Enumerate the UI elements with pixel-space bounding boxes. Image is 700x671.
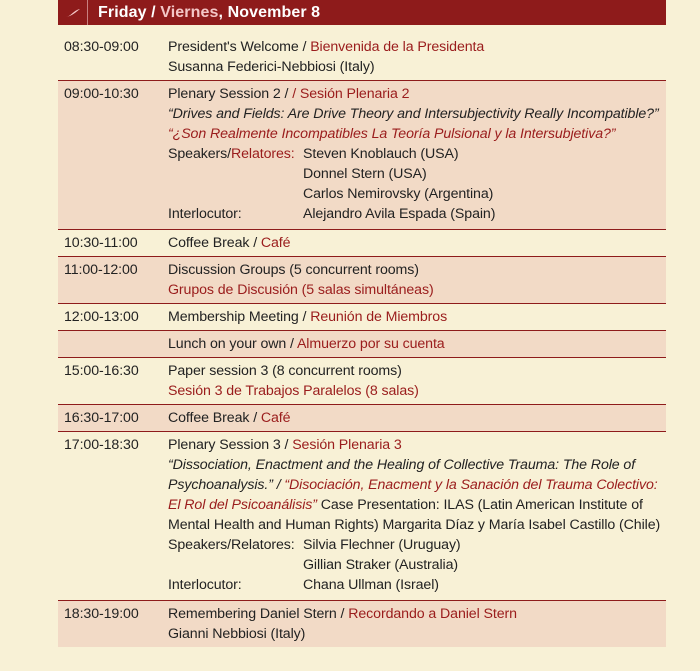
quote-es: “Disociación, Enacment y la Sanación del Trauma Colectivo: — [284, 477, 658, 493]
title-es: Grupos de Discusión (5 salas simultáneas) — [168, 282, 434, 298]
day-es: Viernes — [160, 3, 219, 21]
title-en: Coffee Break / — [168, 410, 261, 426]
day-date: , November 8 — [218, 3, 321, 21]
schedule-row-paper-session — [58, 358, 666, 405]
speaker: Silvia Flechner (Uruguay) — [303, 537, 461, 553]
schedule-row-discussion — [58, 257, 666, 304]
title-en: President's Welcome — [168, 39, 299, 55]
quote-es-end: El Rol del Psicoanálisis” — [168, 497, 317, 513]
day-sep: / — [146, 3, 161, 21]
title-es: Reunión de Miembros — [310, 309, 448, 325]
row-time — [58, 331, 168, 357]
speaker: Gillian Straker (Australia) — [303, 557, 458, 573]
case-presentation-cont: Mental Health and Human Rights) Margarita Díaz y María Isabel Castillo (Chile) — [168, 517, 661, 533]
schedule-row-plenary-2 — [58, 81, 666, 230]
interlocutor-name: Alejandro Avila Espada (Spain) — [303, 206, 496, 222]
title-en: Membership Meeting / — [168, 309, 311, 325]
row-time: 16:30-17:00 — [64, 410, 139, 426]
schedule-page — [58, 0, 666, 647]
schedule-row-plenary-3 — [58, 432, 666, 601]
interlocutor — [168, 575, 662, 595]
title-es: Sesión Plenaria 3 — [292, 437, 402, 453]
row-time: 18:30-19:00 — [64, 606, 139, 622]
row-time: 09:00-10:30 — [64, 86, 139, 102]
row-content — [168, 358, 666, 404]
title-es: Recordando a Daniel Stern — [348, 606, 517, 622]
row-time: 17:00-18:30 — [64, 437, 139, 453]
row-time: 12:00-13:00 — [64, 309, 139, 325]
title-en: Remembering Daniel Stern / — [168, 606, 349, 622]
schedule-row-membership — [58, 304, 666, 331]
title-en: Coffee Break / — [168, 235, 261, 251]
row-content — [168, 81, 666, 227]
row-time: 10:30-11:00 — [64, 235, 138, 251]
presenter: Gianni Nebbiosi (Italy) — [168, 626, 306, 642]
quote-en: “Drives and Fields: Are Drive Theory and Intersubjectivity Really Incompatible?” — [168, 106, 659, 122]
speakers-label-es: Relatores: — [230, 146, 295, 162]
title-en: Plenary Session 3 / — [168, 437, 293, 453]
row-content — [168, 405, 666, 431]
row-time: 15:00-16:30 — [64, 363, 139, 379]
quote-en-end: Psychoanalysis.” / — [168, 477, 285, 493]
title-es: Café — [260, 235, 291, 251]
row-content — [168, 432, 666, 598]
row-content — [168, 331, 666, 357]
schedule-row-remembering — [58, 601, 666, 647]
schedule-row-lunch — [58, 331, 666, 358]
title-es: Sesión 3 de Trabajos Paralelos (8 salas) — [168, 383, 419, 399]
speakers-label-en: Speakers/ — [168, 146, 231, 162]
title-es: / Sesión Plenaria 2 — [292, 86, 410, 102]
speakers-label: Speakers/Relatores: — [168, 537, 295, 553]
row-content — [168, 230, 666, 256]
interlocutor-label: Interlocutor: — [168, 206, 242, 222]
title-en: Paper session 3 (8 concurrent rooms) — [168, 363, 402, 379]
schedule-row-coffee-2 — [58, 405, 666, 432]
interlocutor-name: Chana Ullman (Israel) — [303, 577, 439, 593]
title-es: Almuerzo por su cuenta — [296, 336, 445, 352]
row-content — [168, 257, 666, 303]
title-es: Café — [260, 410, 291, 426]
row-content: President's Welcome / Bienvenida de la Presidenta Susanna Federici-Nebbiosi (Italy) — [168, 34, 666, 80]
schedule-row-coffee-1 — [58, 230, 666, 257]
quote-en: “Dissociation, Enactment and the Healing of Collective Trauma: The Role of — [168, 457, 636, 473]
day-header — [58, 0, 666, 25]
interlocutor-label: Interlocutor: — [168, 577, 242, 593]
quote-es: “¿Son Realmente Incompatibles La Teoría Pulsional y la Intersubjetiva?” — [168, 126, 616, 142]
speakers — [168, 144, 662, 204]
leaf-icon — [58, 0, 88, 25]
speaker: Carlos Nemirovsky (Argentina) — [303, 186, 494, 202]
schedule-row-welcome — [58, 25, 666, 81]
interlocutor — [168, 204, 662, 224]
title-es: Bienvenida de la Presidenta — [310, 39, 485, 55]
day-title — [88, 4, 320, 22]
row-time: 08:30-09:00 — [64, 39, 139, 55]
row-content — [168, 601, 666, 647]
speaker: Donnel Stern (USA) — [303, 166, 427, 182]
title-en: Lunch on your own / — [168, 336, 297, 352]
case-presentation: Case Presentation: ILAS (Latin American Institute of — [316, 497, 643, 513]
title-en: Discussion Groups (5 concurrent rooms) — [168, 262, 419, 278]
presenter: Susanna Federici-Nebbiosi (Italy) — [168, 59, 375, 75]
speakers — [168, 535, 662, 575]
speaker: Steven Knoblauch (USA) — [303, 146, 459, 162]
day-en: Friday — [98, 3, 147, 21]
row-content — [168, 304, 666, 330]
title-en: Plenary Session 2 / — [168, 86, 293, 102]
row-time: 11:00-12:00 — [64, 262, 138, 278]
